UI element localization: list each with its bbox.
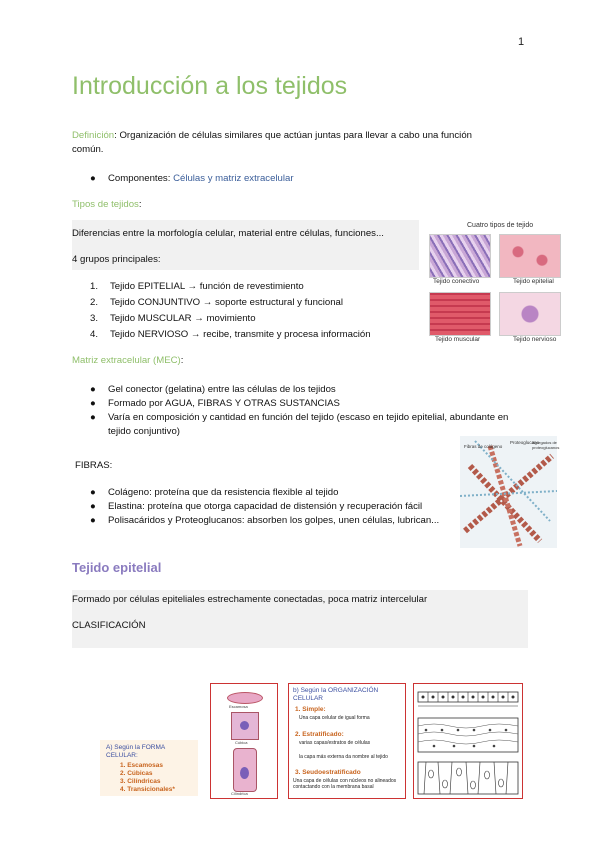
list-item — [90, 500, 450, 514]
figure-label: Agregados de proteoglucanos — [532, 440, 560, 450]
tipos-grey-box — [72, 220, 419, 270]
connective-tissue-image — [429, 234, 491, 278]
figure-caption: Cuatro tipos de tejido — [467, 222, 534, 229]
tipos-box-line1: Diferencias entre la morfología celular, material entre células, funciones... — [72, 228, 384, 239]
list-item — [90, 327, 371, 343]
figure-label: Tejido muscular — [435, 336, 481, 343]
list-number: 1. — [90, 281, 99, 292]
list-text: Tejido NERVIOSO → recibe, transmite y procesa información — [110, 329, 371, 340]
mec-colon: : — [180, 355, 184, 366]
epitelial-line1: Formado por células epiteliales estrechamente conectadas, poca matriz intercelular — [72, 594, 428, 605]
list-text: Gel conector (gelatina) entre las células de los tejidos — [108, 384, 336, 395]
tipos-heading — [72, 199, 142, 210]
epitelial-title: Tejido epitelial — [72, 560, 162, 575]
figure-label: Tejido nervioso — [513, 336, 557, 343]
columnar-cell-shape — [233, 748, 257, 792]
nucleus-shape — [240, 767, 249, 779]
nervous-tissue-image — [499, 292, 561, 336]
figure-label: Proteoglucano — [510, 440, 540, 445]
simple-label: 1. Simple: — [295, 706, 326, 713]
forma-list — [120, 762, 175, 794]
definition-label: Definición — [72, 130, 115, 141]
cuboidal-cell-shape — [231, 712, 259, 740]
squamous-cell-shape — [227, 692, 263, 704]
organizacion-heading: b) Según la ORGANIZACIÓN CELULAR — [293, 687, 379, 702]
components-bullet — [90, 172, 294, 186]
list-item: 4. Transicionales* — [120, 786, 175, 793]
definition-text: : Organización de células similares que actúan juntas para llevar a cabo una función común. — [72, 130, 472, 155]
epithelium-layers-illustration — [414, 684, 522, 798]
cell-label: Cilíndrica — [231, 791, 248, 796]
seudo-label: 3. Seudoestratificado — [295, 769, 361, 776]
list-number: 4. — [90, 329, 99, 340]
mec-heading — [72, 355, 183, 366]
components-value: Células y matriz extracelular — [173, 173, 294, 184]
estratificado-label: 2. Estratificado: — [295, 731, 344, 738]
bullet-icon: ● — [90, 501, 96, 512]
mec-heading-text: Matriz extracelular (MEC) — [72, 355, 181, 366]
cell-label: Escamosa — [229, 704, 248, 709]
estrat-desc1: varias capas/estratos de células — [299, 740, 371, 746]
cell-label: Cúbica — [235, 740, 248, 745]
nucleus-shape — [240, 721, 249, 730]
list-text: Colágeno: proteína que da resistencia flexible al tejido — [108, 487, 339, 498]
list-item: 1. Escamosas — [120, 762, 164, 769]
tipos-list — [90, 279, 371, 343]
tipos-heading-text: Tipos de tejidos — [72, 199, 139, 210]
fibers-illustration — [460, 436, 560, 548]
fibers-figure — [460, 436, 560, 548]
list-text: Formado por AGUA, FIBRAS Y OTRAS SUSTANCIAS — [108, 398, 340, 409]
seudo-desc: Una capa de células con núcleos no alineados contactando con la membrana basal — [293, 778, 397, 790]
page-number: 1 — [518, 36, 525, 48]
page-title: Introducción a los tejidos — [72, 72, 348, 100]
components-label: Componentes: — [108, 173, 174, 184]
four-tissues-figure — [427, 222, 562, 348]
epitelial-grey-box — [72, 590, 528, 648]
mec-bullets — [90, 383, 510, 439]
simple-desc: Una capa celular de igual forma — [299, 715, 370, 721]
list-text: Tejido MUSCULAR → movimiento — [110, 313, 256, 324]
muscle-tissue-image — [429, 292, 491, 336]
forma-celular-box — [100, 740, 198, 796]
epitelial-line2: CLASIFICACIÓN — [72, 620, 146, 631]
bullet-icon: ● — [90, 487, 96, 498]
list-text: Polisacáridos y Proteoglucanos: absorben los golpes, unen células, lubrican... — [108, 515, 440, 526]
fibras-heading: FIBRAS: — [75, 460, 113, 471]
list-item — [90, 397, 510, 411]
forma-heading: A) Según la FORMA CELULAR: — [106, 744, 165, 759]
cell-shapes-figure — [210, 683, 278, 799]
definition-paragraph — [72, 129, 502, 157]
list-number: 3. — [90, 313, 99, 324]
organizacion-celular-box — [288, 683, 406, 799]
list-number: 2. — [90, 297, 99, 308]
list-item — [90, 279, 371, 295]
tipos-colon: : — [138, 199, 142, 210]
list-text: Tejido EPITELIAL → función de revestimiento — [110, 281, 304, 292]
list-item — [90, 411, 510, 439]
list-item — [90, 514, 450, 528]
figure-label: Tejido conectivo — [433, 278, 480, 285]
bullet-icon: ● — [90, 412, 96, 423]
list-item — [90, 383, 510, 397]
list-item: 3. Cilíndricas — [120, 778, 161, 785]
estrat-desc2: la capa más externa da nombre al tejido — [299, 754, 388, 760]
list-item: 2. Cúbicas — [120, 770, 153, 777]
figure-label: Tejido epitelial — [513, 278, 554, 285]
figure-label: Fibras de colágeno — [464, 444, 503, 449]
bullet-icon: ● — [90, 173, 96, 184]
list-text: Tejido CONJUNTIVO → soporte estructural y funcional — [110, 297, 343, 308]
list-item — [90, 486, 450, 500]
epithelium-layers-figure — [413, 683, 523, 799]
list-item — [90, 311, 371, 327]
tipos-box-line2: 4 grupos principales: — [72, 254, 161, 265]
list-item — [90, 295, 371, 311]
epithelial-tissue-image — [499, 234, 561, 278]
bullet-icon: ● — [90, 398, 96, 409]
bullet-icon: ● — [90, 384, 96, 395]
fibras-bullets — [90, 486, 450, 528]
bullet-icon: ● — [90, 515, 96, 526]
list-text: Varía en composición y cantidad en función del tejido (escaso en tejido epitelial, abundante en tejido conjuntivo) — [108, 412, 509, 437]
list-text: Elastina: proteína que otorga capacidad de distensión y recuperación fácil — [108, 501, 423, 512]
